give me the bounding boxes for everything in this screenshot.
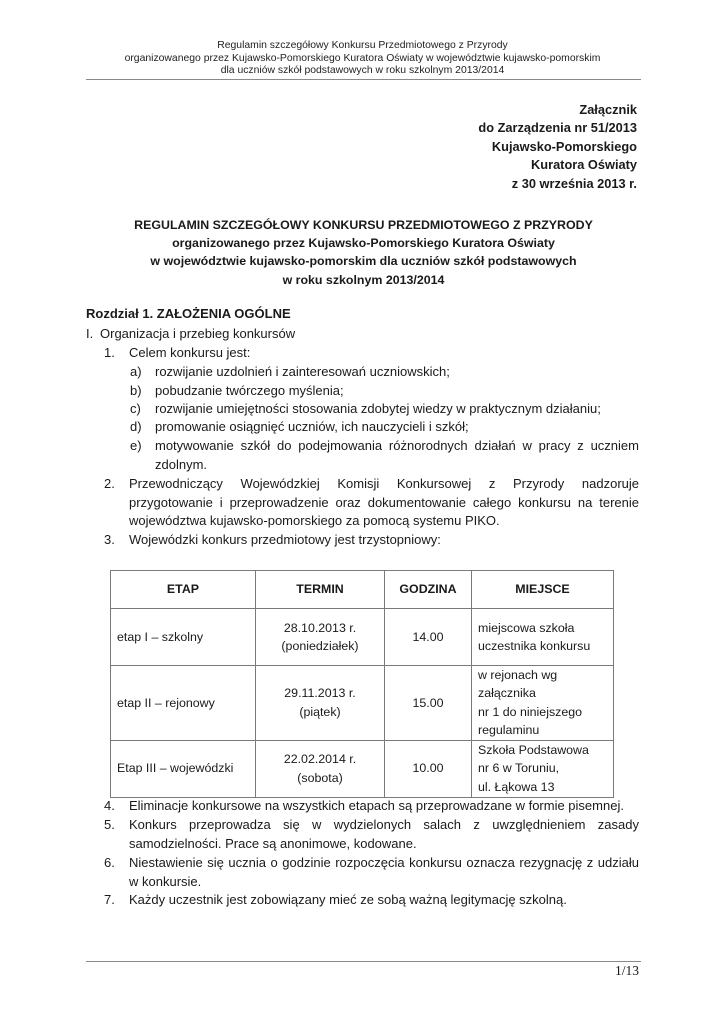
item-letter: b) — [130, 383, 142, 398]
sub-list-item — [130, 382, 639, 401]
section-number: I. — [86, 326, 94, 341]
termin-day: (poniedziałek) — [281, 639, 359, 653]
list-item — [104, 816, 639, 853]
item-text: Niestawienie się ucznia o godzinie rozpoczęcia konkursu oznacza rezygnację z udziału w konkursie. — [129, 855, 639, 889]
title-line: w województwie kujawsko-pomorskim dla uczniów szkół podstawowych — [150, 254, 577, 269]
column-header-etap: ETAP — [111, 571, 256, 609]
termin-day: (piątek) — [299, 704, 341, 719]
termin-date: 22.02.2014 r. — [283, 752, 357, 767]
item-text: rozwijanie umiejętności stosowania zdobytej wiedzy w praktycznym działaniu; — [155, 401, 601, 416]
item-number: 5. — [104, 817, 115, 832]
annex-line: do Zarządzenia nr 51/2013 — [478, 120, 637, 136]
annex-line: z 30 września 2013 r. — [511, 175, 637, 191]
sub-list-item — [130, 418, 639, 437]
annex-line: Kujawsko-Pomorskiego — [491, 138, 637, 154]
header-divider — [86, 79, 641, 80]
section-title: Organizacja i przebieg konkursów — [100, 326, 296, 341]
miejsce-line: nr 6 w Toruniu, — [478, 761, 560, 776]
table-header-row — [111, 571, 614, 609]
list-item — [104, 531, 639, 550]
cell-termin — [256, 740, 385, 797]
miejsce-line: miejscowa szkoła — [478, 620, 575, 635]
cell-etap: Etap III – wojewódzki — [111, 740, 256, 797]
cell-etap: etap I – szkolny — [111, 609, 256, 666]
miejsce-line: w rejonach wg załącznika — [478, 668, 558, 701]
item-letter: d) — [130, 419, 142, 434]
item-letter: c) — [130, 401, 141, 416]
column-header-termin: TERMIN — [256, 571, 385, 609]
list-item — [104, 475, 639, 531]
stages-table — [110, 570, 614, 798]
footer-divider — [86, 961, 641, 962]
cell-termin — [256, 666, 385, 741]
termin-date: 28.10.2013 r. — [283, 620, 357, 635]
miejsce-line: Szkoła Podstawowa — [478, 743, 589, 758]
item-letter: e) — [130, 438, 142, 453]
cell-etap: etap II – rejonowy — [111, 666, 256, 741]
item-text: Konkurs przeprowadza się w wydzielonych salach z uwzględnieniem zasady samodzielności. Prace są anonimowe, kodowane. — [129, 817, 639, 851]
item-number: 7. — [104, 892, 115, 907]
list-item — [104, 891, 639, 910]
table-row — [111, 666, 614, 741]
cell-godzina: 15.00 — [385, 666, 472, 741]
column-header-godzina: GODZINA — [385, 571, 472, 609]
item-text: Przewodniczący Wojewódzkiej Komisji Konkursowej z Przyrody nadzoruje przygotowanie i przeprowadzenie oraz dokumentowanie całego konkursu na terenie województwa kujawsko-pomorskiego za pomocą systemu PIKO. — [129, 476, 639, 529]
title-line: organizowanego przez Kujawsko-Pomorskiego Kuratora Oświaty — [172, 236, 555, 251]
cell-miejsce — [472, 740, 614, 797]
cell-termin — [256, 609, 385, 666]
cell-miejsce — [472, 666, 614, 741]
column-header-miejsce: MIEJSCE — [472, 571, 614, 609]
sub-list-item — [130, 437, 639, 474]
annex-line: Załącznik — [579, 102, 637, 117]
item-number: 3. — [104, 532, 115, 547]
item-number: 6. — [104, 855, 115, 870]
chapter-heading: Rozdział 1. ZAŁOŻENIA OGÓLNE — [86, 306, 291, 321]
cell-godzina: 10.00 — [385, 740, 472, 797]
sub-list-item — [130, 363, 639, 382]
annex-line: Kuratora Oświaty — [531, 157, 637, 173]
miejsce-line: ul. Łąkowa 13 — [478, 779, 555, 794]
item-text: Każdy uczestnik jest zobowiązany mieć ze sobą ważną legitymację szkolną. — [129, 892, 567, 907]
item-number: 4. — [104, 798, 115, 813]
item-letter: a) — [130, 364, 142, 379]
running-header-line: organizowanego przez Kujawsko-Pomorskiego Kuratora Oświaty w województwie kujawsko-pomorskim — [124, 52, 601, 64]
item-number: 2. — [104, 476, 115, 491]
list-item — [104, 854, 639, 891]
sub-list-item — [130, 400, 639, 419]
item-text: promowanie osiągnięć uczniów, ich nauczycieli i szkół; — [155, 419, 469, 434]
running-header-line: dla uczniów szkół podstawowych w roku szkolnym 2013/2014 — [220, 65, 505, 77]
termin-date: 29.11.2013 r. — [284, 686, 356, 701]
running-header-line: Regulamin szczegółowy Konkursu Przedmiotowego z Przyrody — [217, 40, 508, 51]
table-row — [111, 609, 614, 666]
miejsce-line: uczestnika konkursu — [478, 639, 591, 653]
cell-godzina: 14.00 — [385, 609, 472, 666]
title-line: REGULAMIN SZCZEGÓŁOWY KONKURSU PRZEDMIOTOWEGO Z PRZYRODY — [134, 218, 593, 232]
miejsce-line: regulaminu — [478, 723, 540, 738]
item-text: motywowanie szkół do podejmowania różnorodnych działań w pracy z uczniem zdolnym. — [155, 438, 639, 472]
annex-block — [478, 101, 637, 193]
item-text: Eliminacje konkursowe na wszystkich etapach są przeprowadzane w formie pisemnej. — [129, 798, 624, 813]
termin-day: (sobota) — [297, 770, 343, 785]
miejsce-line: nr 1 do niniejszego — [478, 704, 583, 719]
item-text: rozwijanie uzdolnień i zainteresowań uczniowskich; — [155, 364, 450, 379]
item-text: Celem konkursu jest: — [129, 345, 251, 360]
item-text: Wojewódzki konkurs przedmiotowy jest trzystopniowy: — [129, 532, 441, 547]
title-line: w roku szkolnym 2013/2014 — [282, 272, 445, 287]
page-number: 1/13 — [614, 963, 639, 978]
document-title — [86, 216, 641, 289]
item-text: pobudzanie twórczego myślenia; — [155, 383, 344, 398]
table-row — [111, 740, 614, 797]
item-number: 1. — [104, 345, 115, 360]
list-item — [104, 797, 639, 816]
cell-miejsce — [472, 609, 614, 666]
running-header — [86, 40, 639, 78]
list-item — [104, 344, 639, 363]
